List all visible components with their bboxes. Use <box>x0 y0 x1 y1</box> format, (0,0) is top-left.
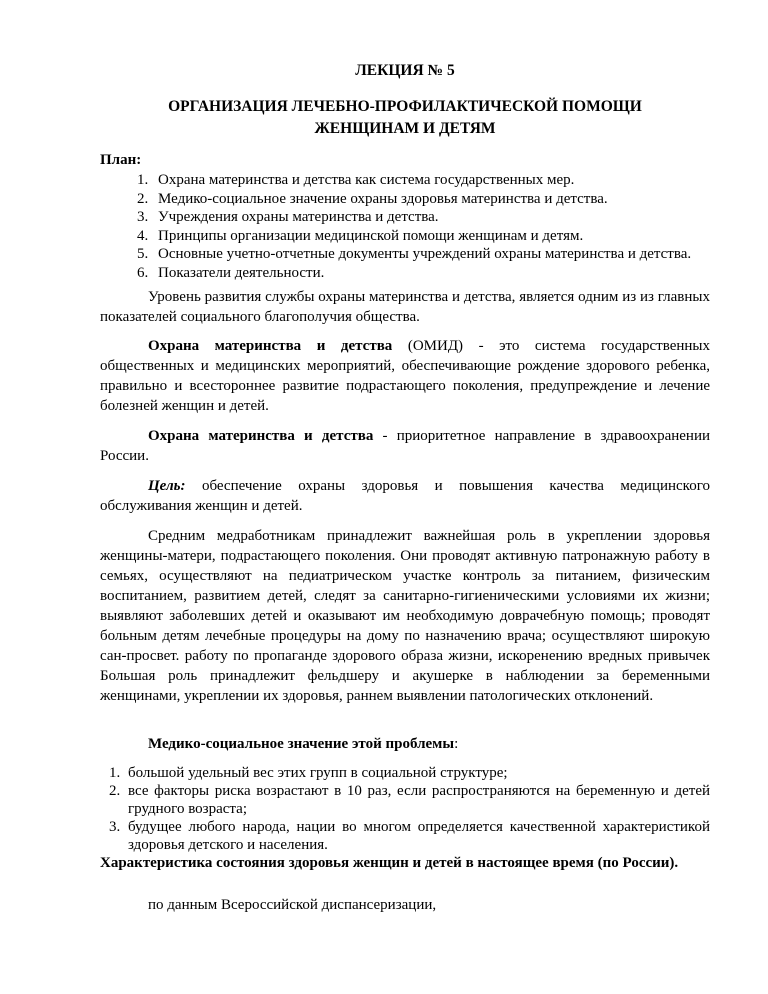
problem-significance-heading-colon: : <box>454 735 459 752</box>
plan-list-item: 1. Охрана материнства и детства как система государственных мер. <box>152 171 710 190</box>
paragraph-goal-lead: Цель: <box>148 477 186 494</box>
plan-list-item: 6. Показатели деятельности. <box>152 264 710 283</box>
problem-list-item: 2. все факторы риска возрастают в 10 раз, если распространяются на беременную и детей грудного возраста; <box>124 782 710 818</box>
paragraph-omid-definition-lead: Охрана материнства и детства <box>148 337 393 354</box>
paragraph-nurses-role-text: Средним медработникам принадлежит важнейшая роль в укреплении здоровья женщины-матери, подрастающего поколения. Они проводят активную патронажную работу в семьях, осуществляют на педиатрическом участке контроль за питанием, физическим воспитанием, развитием детей, следят за санитарно-гигиеническими условиями их жизни; выявляют заболевших детей и оказывают им необходимую доврачебную помощь; проводят больным детям лечебные процедуры на дому по назначению врача; осуществляют широкую сан-просвет. работу по пропаганде здорового образа жизни, искоренению вредных привычек Большая роль принадлежит фельдшеру и акушерке в наблюдении за беременными женщинами, укреплении их здоровья, раннем выявлении патологических отклонений. <box>100 527 710 704</box>
plan-list-item: 5. Основные учетно-отчетные документы учреждений охраны материнства и детства. <box>152 245 710 264</box>
dispensarization-line: по данным Всероссийской диспансеризации, <box>148 897 437 914</box>
paragraph-nurses-role <box>100 526 710 706</box>
plan-heading: План: <box>100 152 142 168</box>
paragraph-goal-text: обеспечение охраны здоровья и повышения качества медицинского обслуживания женщин и детей. <box>100 477 710 514</box>
plan-list-item: 4. Принципы организации медицинской помощи женщинам и детям. <box>152 227 710 246</box>
paragraph-omid-priority <box>100 426 710 466</box>
problem-list-item: 3. будущее любого народа, нации во многом определяется качественной характеристикой здоровья детского и населения. <box>124 818 710 854</box>
problem-significance-heading <box>100 734 710 754</box>
paragraph-development-level-text: Уровень развития службы охраны материнства и детства, является одним из из главных показателей социального благополучия общества. <box>100 288 710 325</box>
health-characteristic-heading: Характеристика состояния здоровья женщин и детей в настоящее время (по России). <box>100 854 679 871</box>
problem-significance-heading-bold: Медико-социальное значение этой проблемы <box>148 735 455 752</box>
plan-list-item: 2. Медико-социальное значение охраны здоровья материнства и детства. <box>152 190 710 209</box>
plan-list-item: 3. Учреждения охраны материнства и детства. <box>152 208 710 227</box>
plan-list <box>100 171 710 283</box>
problem-list-item: 1. большой удельный вес этих групп в социальной структуре; <box>124 764 710 782</box>
lecture-number-heading: ЛЕКЦИЯ № 5 <box>355 62 455 79</box>
paragraph-omid-definition-text: (ОМИД) - это система государственных общественных и медицинских мероприятий, обеспечивающие рождение здорового ребенка, правильно и всестороннее развитие подрастающего поколения, предупреждение и лечение болезней женщин и детей. <box>100 337 710 414</box>
paragraph-omid-definition <box>100 336 710 416</box>
paragraph-goal <box>100 476 710 516</box>
document-title <box>100 96 710 140</box>
problem-list <box>100 764 710 854</box>
document-title-line2: ЖЕНЩИНАМ И ДЕТЯМ <box>314 120 496 137</box>
paragraph-development-level <box>100 287 710 327</box>
paragraph-omid-priority-lead: Охрана материнства и детства <box>148 427 374 444</box>
document-title-line1: ОРГАНИЗАЦИЯ ЛЕЧЕБНО-ПРОФИЛАКТИЧЕСКОЙ ПОМОЩИ <box>168 98 642 115</box>
paragraph-omid-priority-text: - приоритетное направление в здравоохранении России. <box>100 427 710 464</box>
